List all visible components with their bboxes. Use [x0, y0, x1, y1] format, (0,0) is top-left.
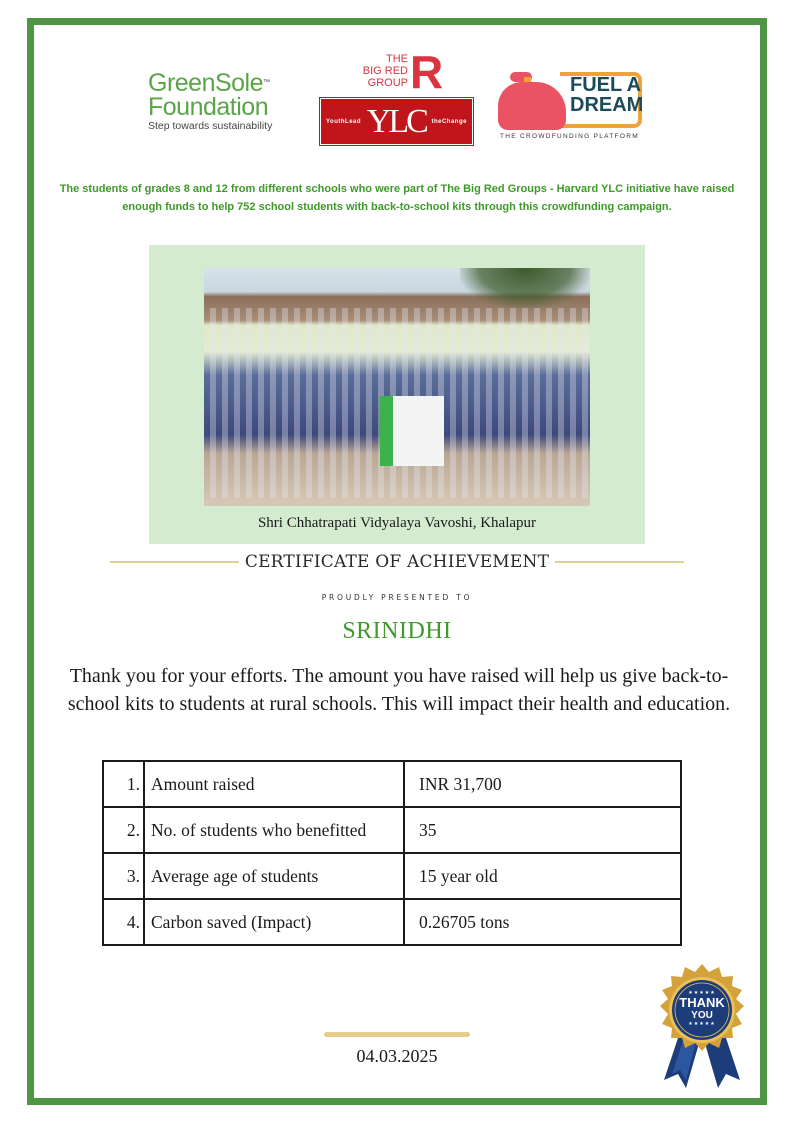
divider-left: [110, 561, 239, 563]
certificate-title: CERTIFICATE OF ACHIEVEMENT: [110, 552, 684, 572]
greensole-logo: GreenSole™ Foundation Step towards sustainability: [148, 71, 298, 132]
table-row: 4. Carbon saved (Impact) 0.26705 tons: [103, 899, 681, 945]
table-row: 2. No. of students who benefitted 35: [103, 807, 681, 853]
big-red-group-logo: THE BIG RED GROUP R: [362, 46, 444, 98]
table-row: 3. Average age of students 15 year old: [103, 853, 681, 899]
divider-right: [555, 561, 684, 563]
photo-panel: [149, 245, 645, 544]
thank-you-message: Thank you for your efforts. The amount you have raised will help us give back-to-school kits to students at rural schools. This will impact their health and education.: [67, 665, 731, 715]
thank-you-badge-icon: ★★★★★ THANK YOU ★★★★★: [650, 962, 754, 1092]
impact-table: [102, 760, 682, 946]
recipient-name: SRINIDHI: [342, 618, 452, 644]
group-photo: [204, 268, 590, 506]
coin-icon: [524, 77, 531, 82]
photo-caption: Shri Chhatrapati Vidyalaya Vavoshi, Khalapur: [257, 515, 537, 531]
partner-logos: [0, 45, 794, 155]
amount-raised-value: INR 31,700: [404, 761, 681, 807]
ylc-logo: YouthLead YLC theChange: [320, 98, 473, 145]
fuel-a-dream-logo: FUEL A DREAM THE CROWDFUNDING PLATFORM: [500, 74, 644, 140]
greensole-foundation: Foundation: [148, 93, 269, 121]
greensole-tagline: Step towards sustainability: [148, 120, 273, 132]
piggy-elephant-icon: [498, 82, 566, 130]
presented-to-label: PROUDLY PRESENTED TO: [321, 593, 473, 602]
greensole-name: GreenSole: [148, 69, 264, 97]
signature-line: [324, 1032, 470, 1037]
table-row: 1. Amount raised INR 31,700: [103, 761, 681, 807]
big-red-r-icon: R: [410, 46, 444, 98]
carbon-saved-value: 0.26705 tons: [404, 899, 681, 945]
intro-text: The students of grades 8 and 12 from different schools who were part of The Big Red Groups - Harvard YLC initiative have raised enough funds to help 752 school students with back-to-school kits through this crowdfunding campaign.: [59, 183, 735, 213]
average-age-value: 15 year old: [404, 853, 681, 899]
students-benefitted-value: 35: [404, 807, 681, 853]
certificate-date: 04.03.2025: [356, 1046, 438, 1066]
